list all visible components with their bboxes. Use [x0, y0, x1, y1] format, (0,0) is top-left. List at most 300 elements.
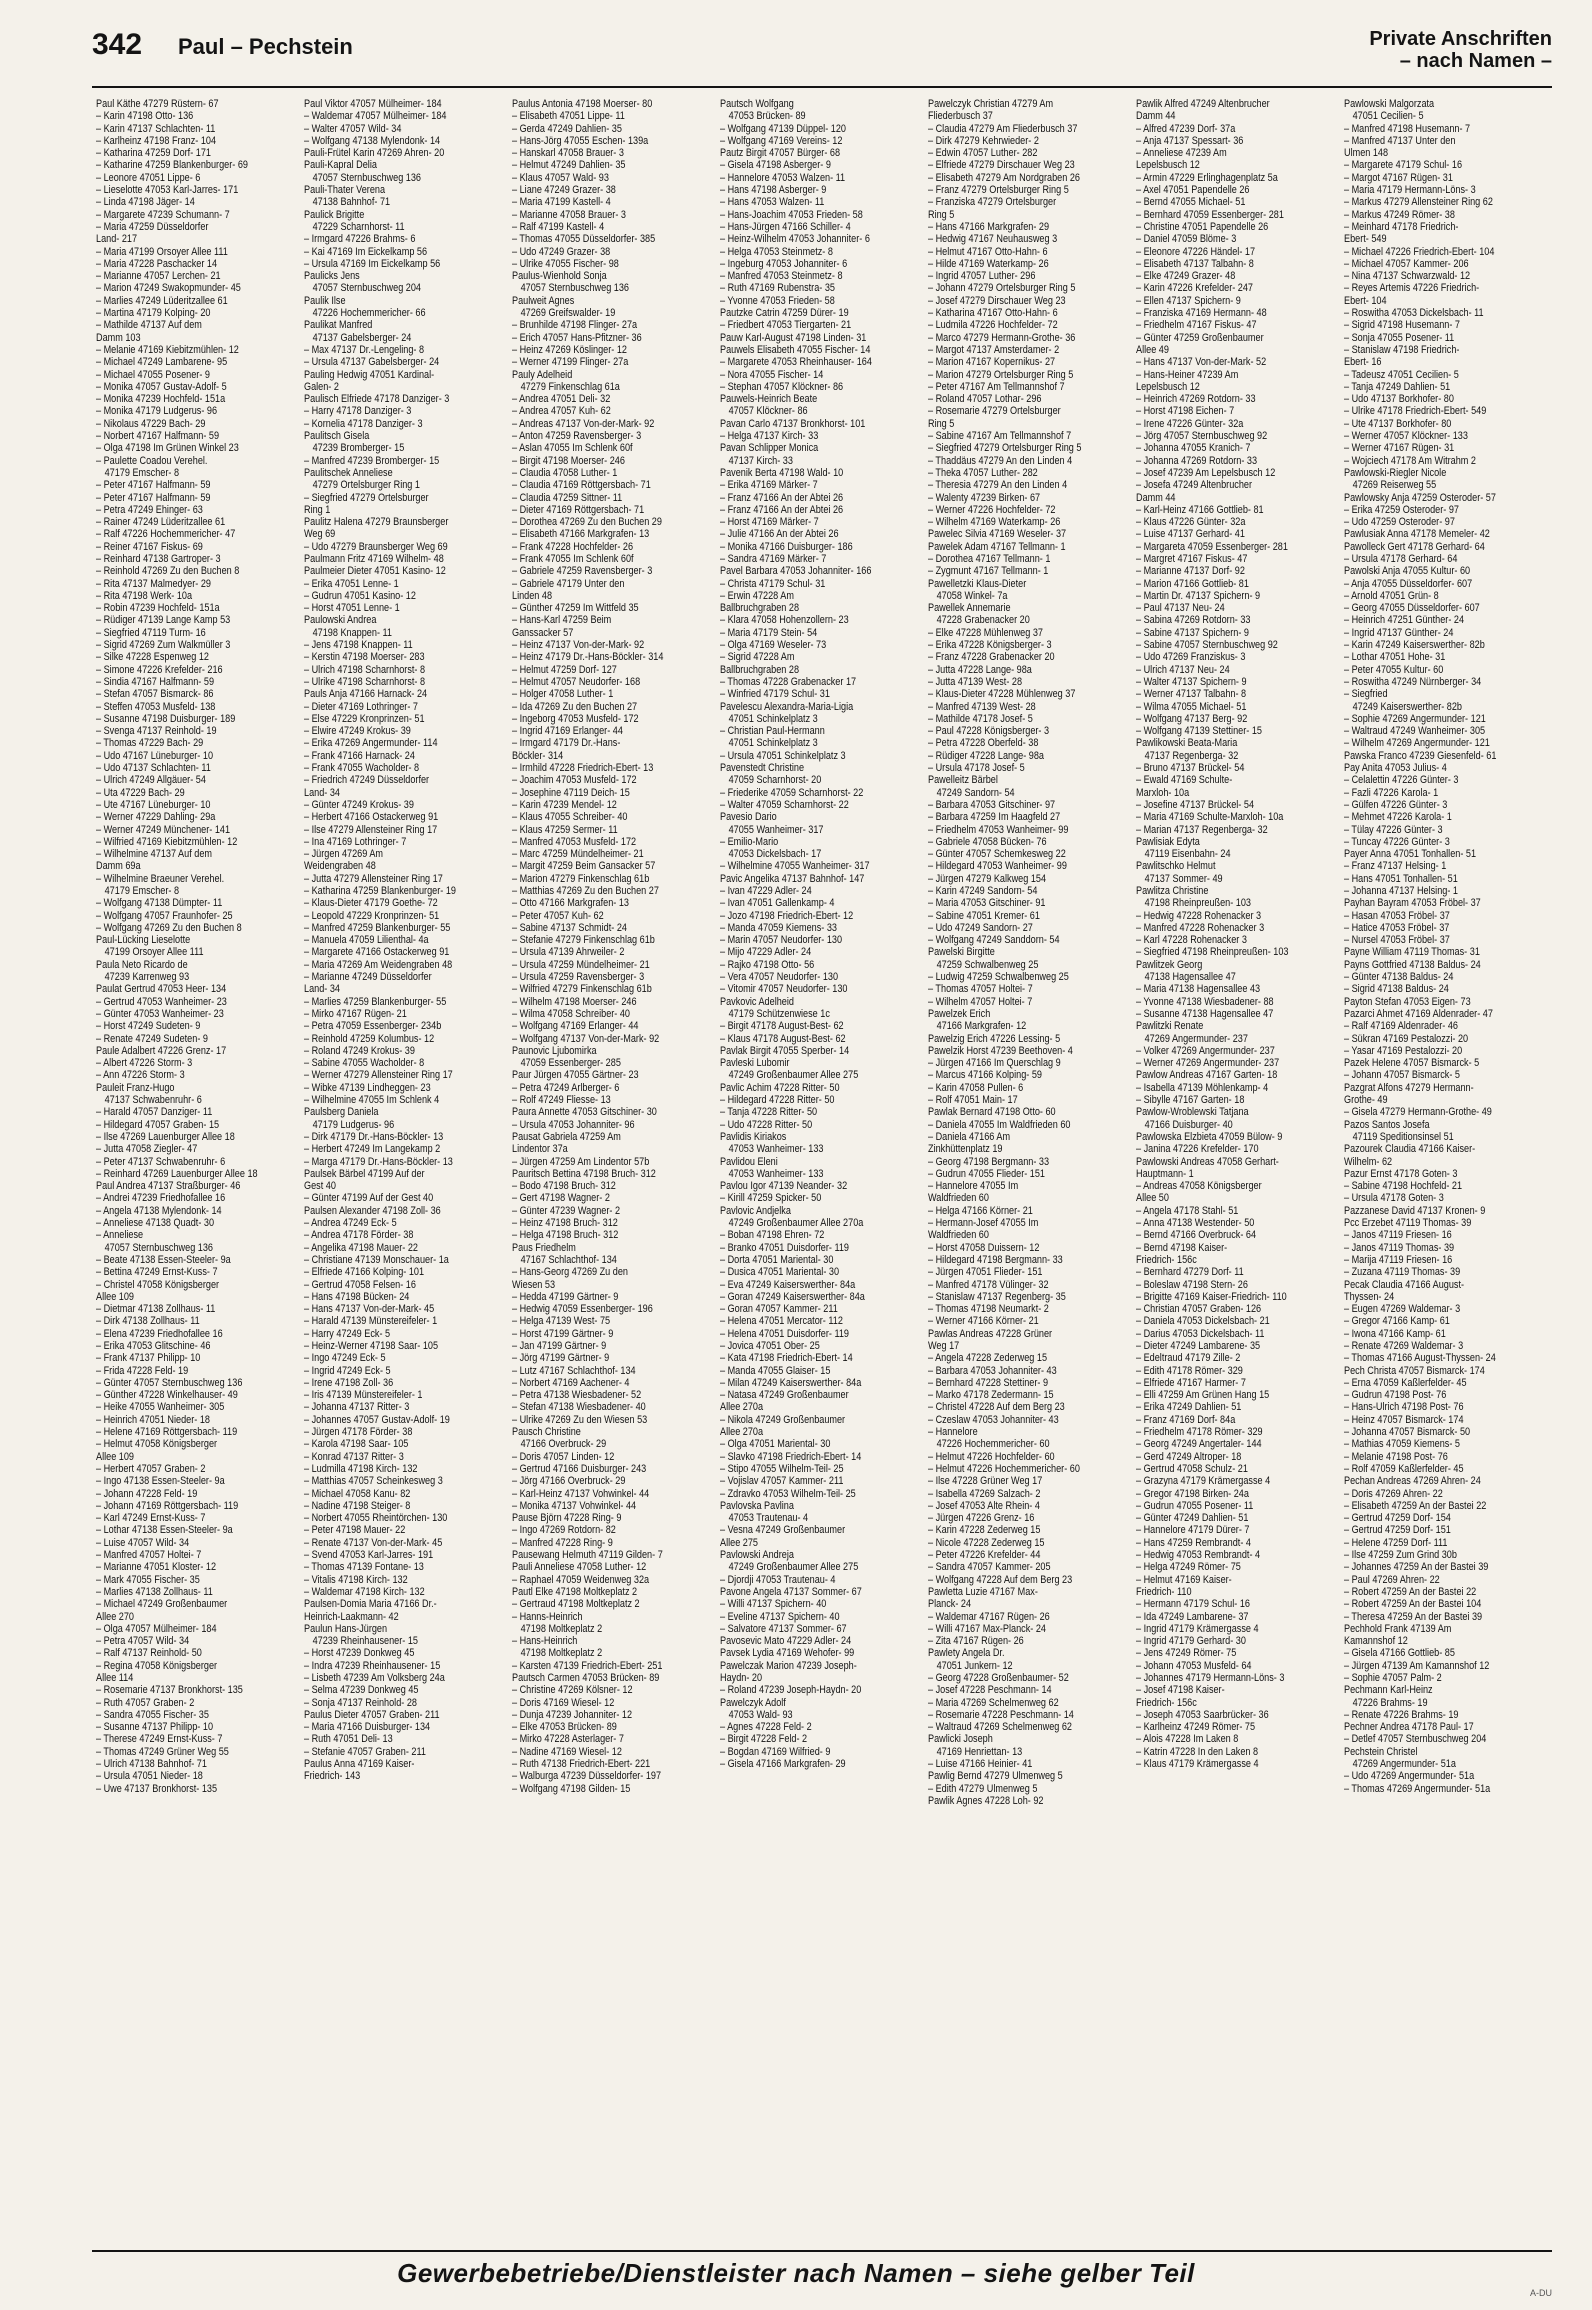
directory-entry: – Anja 47137 Spessart- 36: [1136, 134, 1244, 147]
directory-entry: – Christel 47058 Königsberger: [96, 1278, 220, 1291]
directory-entry: Paulowski Andrea: [304, 614, 377, 627]
directory-entry: – Horst 47199 Gärtner- 9: [512, 1327, 614, 1340]
directory-entry: – Ilse 47259 Zum Grind 30b: [1344, 1549, 1457, 1562]
directory-entry: – Armin 47229 Erlinghagenplatz 5a: [1136, 171, 1278, 184]
directory-entry: – Margit 47259 Beim Gansacker 57: [512, 860, 656, 873]
directory-entry: – Elke 47053 Brücken- 89: [512, 1721, 617, 1734]
directory-entry: Ring 1: [304, 503, 331, 516]
directory-entry: – Ingo 47249 Eck- 5: [304, 1352, 386, 1365]
directory-entry: Pavkovic Adelheid: [720, 995, 794, 1008]
directory-entry: – Harry 47249 Eck- 5: [304, 1327, 391, 1340]
directory-entry: – Linda 47198 Jäger- 14: [96, 196, 195, 209]
directory-entry: – Sabine 47167 Am Tellmannshof 7: [928, 430, 1072, 443]
directory-entry: – Margarete 47166 Ostackerweg 91: [304, 946, 450, 959]
directory-entry: – Marianne 47051 Kloster- 12: [96, 1561, 217, 1574]
directory-entry: – Arnold 47051 Grün- 8: [1344, 589, 1439, 602]
section-title-line2: – nach Namen –: [1399, 50, 1552, 72]
directory-entry: – Renate 47249 Sudeten- 9: [96, 1032, 208, 1045]
directory-entry: Pawlusiak Anna 47178 Memeler- 42: [1344, 528, 1490, 541]
directory-entry: – Markus 47249 Römer- 38: [1344, 208, 1455, 221]
directory-entry: – Tadeusz 47051 Cecilien- 5: [1344, 368, 1459, 381]
directory-entry: – Milan 47249 Kaiserswerther- 84a: [720, 1376, 862, 1389]
directory-entry: – Erika 47269 Angermunder- 114: [304, 737, 438, 750]
directory-entry: Wilhelm- 62: [1344, 1155, 1393, 1168]
directory-entry: – Wolfgang 47269 Zu den Buchen 8: [96, 921, 242, 934]
directory-entry: – Johann 47279 Ortelsburger Ring 5: [928, 282, 1076, 295]
directory-entry: – Bogdan 47169 Wilfried- 9: [720, 1745, 831, 1758]
directory-entry: – Lutz 47167 Schlachthof- 134: [512, 1364, 636, 1377]
directory-entry: – Hedwig 47167 Neuhausweg 3: [928, 233, 1058, 246]
directory-entry: – Nadine 47169 Wiesel- 12: [512, 1745, 622, 1758]
directory-entry: – Ursula 47137 Gabelsberger- 24: [304, 356, 440, 369]
directory-entry: – Birgit 47178 August-Best- 62: [720, 1020, 844, 1033]
directory-entry: 47057 Sternbuschweg 204: [312, 282, 422, 295]
directory-entry: – Johanna 47057 Bismarck- 50: [1344, 1426, 1471, 1439]
directory-entry: – Johannes 47259 An der Bastei 39: [1344, 1561, 1489, 1574]
directory-entry: – Rosemarie 47137 Bronkhorst- 135: [96, 1684, 243, 1697]
directory-entry: – Regina 47058 Königsberger: [96, 1659, 218, 1672]
directory-entry: Paulus-Wienhold Sonja: [512, 270, 607, 283]
directory-entry: – Bernhard 47279 Dorf- 11: [1136, 1266, 1244, 1279]
directory-entry: – Jutta 47139 West- 28: [928, 675, 1023, 688]
directory-entry: – Jürgen 47166 Im Querschlag 9: [928, 1057, 1061, 1070]
directory-entry: – Zdravko 47053 Wilhelm-Teil- 25: [720, 1487, 856, 1500]
running-title: Paul – Pechstein: [178, 34, 353, 59]
directory-entry: – Stipo 47055 Wilhelm-Teil- 25: [720, 1462, 844, 1475]
directory-entry: 47239 Bromberger- 15: [312, 442, 405, 455]
directory-entry: – Wilfried 47169 Kiebitzmühlen- 12: [96, 835, 238, 848]
directory-entry: – Helmut 47226 Hochemmericher- 60: [928, 1462, 1080, 1475]
directory-entry: – Wojciech 47178 Am Witrahm 2: [1344, 454, 1476, 467]
directory-entry: – Doris 47057 Linden- 12: [512, 1450, 615, 1463]
directory-entry: – Branko 47051 Duisdorfer- 119: [720, 1241, 849, 1254]
directory-entry: – Hatice 47053 Fröbel- 37: [1344, 921, 1450, 934]
directory-entry: – Andrea 47178 Förder- 38: [304, 1229, 414, 1242]
directory-entry: – Franz 47279 Ortelsburger Ring 5: [928, 184, 1069, 197]
directory-entry: – Gisela 47198 Asberger- 9: [720, 159, 831, 172]
directory-entry: Pauli-Kapral Delia: [304, 159, 377, 172]
directory-entry: – Angela 47178 Stahl- 51: [1136, 1204, 1239, 1217]
directory-entry: Paulick Brigitte: [304, 208, 365, 221]
directory-entry: – Gülfen 47226 Günter- 3: [1344, 798, 1448, 811]
directory-entry: – Jovica 47051 Ober- 25: [720, 1339, 820, 1352]
directory-entry: – Theresa 47259 An der Bastei 39: [1344, 1610, 1483, 1623]
directory-entry: Pawska Franco 47239 Giesenfeld- 61: [1344, 749, 1497, 762]
directory-entry: Paulat Gertrud 47053 Heer- 134: [96, 983, 227, 996]
directory-entry: – Ingeburg 47053 Johanniter- 6: [720, 257, 848, 270]
directory-entry: – Vitalis 47198 Kirch- 132: [304, 1573, 408, 1586]
directory-entry: – Margot 47137 Amsterdamer- 2: [928, 343, 1060, 356]
directory-entry: – Petra 47057 Wild- 34: [96, 1635, 190, 1648]
directory-entry: – Franz 47169 Dorf- 84a: [1136, 1413, 1236, 1426]
directory-entry: – Karin 47198 Otto- 136: [96, 110, 194, 123]
directory-entry: – Norbert 47169 Aachener- 4: [512, 1376, 630, 1389]
directory-entry: – Gudrun 47051 Kasino- 12: [304, 589, 416, 602]
directory-entry: – Marian 47137 Regenberga- 32: [1136, 823, 1268, 836]
directory-entry: – Elwire 47249 Krokus- 39: [304, 725, 411, 738]
directory-entry: Pavlou Igor 47139 Neander- 32: [720, 1180, 848, 1193]
directory-entry: Paulsen-Domia Maria 47166 Dr.-: [304, 1598, 437, 1611]
directory-entry: – Iwona 47166 Kamp- 61: [1344, 1327, 1446, 1340]
directory-entry: – Sophie 47057 Palm- 2: [1344, 1672, 1442, 1684]
directory-entry: – Claudia 47058 Luther- 1: [512, 466, 618, 479]
directory-entry: – Udo 47249 Sandorn- 27: [928, 921, 1033, 934]
directory-entry: – Marco 47279 Hermann-Grothe- 36: [928, 331, 1076, 344]
directory-entry: – Jutta 47228 Lange- 98a: [928, 663, 1032, 676]
directory-entry: – Nursel 47053 Fröbel- 37: [1344, 934, 1450, 947]
directory-entry: Pecak Claudia 47166 August-: [1344, 1278, 1465, 1291]
directory-entry: – Irmhild 47228 Friedrich-Ebert- 13: [512, 762, 654, 775]
directory-entry: – Paulette Coadou Verehel.: [96, 454, 208, 467]
directory-entry: – Bodo 47198 Bruch- 312: [512, 1180, 616, 1193]
directory-entry: – Marion 47166 Gottlieb- 81: [1136, 577, 1249, 590]
directory-entry: 47279 Ortelsburger Ring 1: [312, 479, 420, 492]
directory-entry: – Anna 47138 Westender- 50: [1136, 1217, 1255, 1230]
directory-entry: – Ilse 47279 Allensteiner Ring 17: [304, 823, 438, 836]
directory-entry: – Ute 47137 Borkhofer- 80: [1344, 417, 1452, 430]
directory-entry: – Djordji 47053 Trautenau- 4: [720, 1573, 836, 1586]
directory-entry: – Günter 47138 Baldus- 24: [1344, 971, 1454, 984]
directory-entry: – Reinhard 47138 Gartroper- 3: [96, 552, 221, 565]
directory-entry: – Brigitte 47169 Kaiser-Friedrich- 110: [1136, 1290, 1287, 1303]
directory-entry: – Birgit 47198 Moerser- 246: [512, 454, 625, 467]
directory-entry: 47239 Karrenweg 93: [104, 971, 190, 984]
directory-entry: – Frank 47055 Im Schlenk 60f: [512, 552, 634, 565]
directory-entry: – Erika 47169 Märker- 7: [720, 479, 818, 492]
directory-entry: – Maria 47199 Orsoyer Allee 111: [96, 245, 228, 258]
directory-entry: – Hans-Heinrich: [512, 1635, 578, 1648]
directory-entry: Pawelleitz Bärbel: [928, 774, 998, 787]
directory-entry: – Andrea 47249 Eck- 5: [304, 1217, 397, 1230]
directory-entry: – Hans 47053 Walzen- 11: [720, 196, 825, 209]
directory-entry: Pavic Angelika 47137 Bahnhof- 147: [720, 872, 865, 885]
directory-entry: Pawelski Birgitte: [928, 946, 995, 959]
directory-entry: – Reiner 47167 Fiskus- 69: [96, 540, 203, 553]
directory-entry: – Werner 47167 Rügen- 31: [1344, 442, 1455, 455]
directory-entry: – Helmut 47167 Otto-Hahn- 6: [928, 245, 1048, 258]
directory-entry: Pawelek Adam 47167 Tellmann- 1: [928, 540, 1066, 553]
directory-entry: – Roland 47057 Lothar- 296: [928, 393, 1042, 406]
directory-entry: – Walenty 47239 Birken- 67: [928, 491, 1041, 504]
directory-entry: 47198 Moltkeplatz 2: [520, 1647, 603, 1660]
directory-entry: 47166 Overbruck- 29: [520, 1438, 607, 1451]
directory-entry: – Marcus 47166 Kolping- 59: [928, 1069, 1042, 1082]
directory-entry: 47269 Angermunder- 237: [1144, 1032, 1248, 1045]
directory-entry: – Dietmar 47138 Zollhaus- 11: [96, 1303, 216, 1316]
directory-entry: – Claudia 47279 Am Fliederbusch 37: [928, 122, 1078, 135]
directory-entry: – Jörg 47199 Gärtner- 9: [512, 1352, 610, 1365]
directory-entry: – Hans-Jörg 47055 Eschen- 139a: [512, 134, 649, 147]
directory-entry: – Manfred 47053 Steinmetz- 8: [720, 270, 843, 283]
directory-entry: – Gudrun 47198 Post- 76: [1344, 1389, 1447, 1402]
directory-entry: – Marianne 47137 Dorf- 92: [1136, 565, 1245, 578]
directory-entry: 47249 Großenbaumer Allee 275: [728, 1069, 859, 1082]
directory-entry: – Helga 47053 Steinmetz- 8: [720, 245, 833, 258]
directory-entry: – Hanns-Heinrich: [512, 1610, 583, 1623]
directory-entry: – Ann 47226 Storm- 3: [96, 1069, 185, 1082]
directory-entry: Allee 114: [96, 1672, 134, 1684]
directory-entry: – Helmut 47226 Hochfelder- 60: [928, 1450, 1055, 1463]
directory-entry: – Anneliese 47239 Am: [1136, 147, 1227, 160]
directory-entry: 47249 Großenbaumer Allee 270a: [728, 1217, 864, 1230]
directory-entry: – Siegfried 47279 Ortelsburger: [304, 491, 429, 504]
directory-entry: – Werner 47269 Angermunder- 237: [1136, 1057, 1280, 1070]
directory-entry: – Birgit 47228 Feld- 2: [720, 1733, 808, 1746]
directory-entry: – Thomas 47166 August-Thyssen- 24: [1344, 1352, 1496, 1365]
directory-entry: – Gabriele 47259 Ravensberger- 3: [512, 565, 653, 578]
directory-entry: Wiesen 53: [512, 1278, 556, 1291]
directory-entry: – Monika 47166 Duisburger- 186: [720, 540, 853, 553]
directory-entry: – Werner 47249 Münchener- 141: [96, 823, 231, 836]
directory-entry: – Silke 47228 Espenweg 12: [96, 651, 209, 664]
directory-entry: 47051 Junkern- 12: [936, 1659, 1013, 1672]
directory-entry: Pavlidis Kiriakos: [720, 1130, 787, 1143]
directory-entry: 47053 Dickelsbach- 17: [728, 848, 822, 861]
directory-entry: – Wilma 47055 Michael- 51: [1136, 700, 1247, 713]
directory-entry: Paula Neto Ricardo de: [96, 958, 188, 971]
directory-entry: – Ida 47269 Zu den Buchen 27: [512, 700, 638, 713]
directory-entry: 47259 Schwalbenweg 25: [936, 958, 1039, 971]
directory-entry: – Helga 47166 Körner- 21: [928, 1204, 1033, 1217]
directory-entry: Ganssacker 57: [512, 626, 574, 639]
directory-entry: – Hans 47198 Asberger- 9: [720, 184, 827, 197]
directory-entry: Paulsek Bärbel 47199 Auf der: [304, 1167, 425, 1180]
directory-entry: Allee 109: [96, 1450, 135, 1463]
directory-entry: Friedrich- 143: [304, 1770, 361, 1783]
directory-entry: – Thomas 47055 Düsseldorfer- 385: [512, 233, 656, 246]
directory-entry: – Norbert 47167 Halfmann- 59: [96, 430, 220, 443]
directory-entry: – Leopold 47229 Kronprinzen- 51: [304, 909, 440, 922]
directory-entry: Paule Adalbert 47226 Grenz- 17: [96, 1044, 227, 1057]
directory-entry: Linden 48: [512, 589, 553, 602]
directory-entry: – Ulrike 47198 Scharnhorst- 8: [304, 675, 426, 688]
directory-entry: Pawlikowski Beata-Maria: [1136, 737, 1238, 750]
directory-entry: 47057 Sternbuschweg 136: [520, 282, 630, 295]
directory-entry: – Dieter 47169 Röttgersbach- 71: [512, 503, 645, 516]
directory-entry: Pawlitza Christine: [1136, 885, 1209, 897]
directory-entry: – Manda 47055 Glaiser- 15: [720, 1364, 831, 1377]
directory-entry: – Hedda 47199 Gärtner- 9: [512, 1290, 619, 1303]
directory-entry: – Katrin 47228 In den Laken 8: [1136, 1745, 1259, 1758]
directory-entry: Paulisch Elfriede 47178 Danziger- 3: [304, 393, 450, 406]
directory-entry: – Jürgen 47226 Grenz- 16: [928, 1512, 1035, 1525]
directory-entry: – Gertrud 47166 Duisburger- 243: [512, 1462, 647, 1475]
directory-entry: – Beate 47138 Essen-Steeler- 9a: [96, 1253, 231, 1266]
directory-entry: – Udo 47228 Ritter- 50: [720, 1118, 813, 1131]
directory-entry: – Margareta 47059 Essenberger- 281: [1136, 540, 1288, 553]
directory-entry: Pechner Andrea 47178 Paul- 17: [1344, 1721, 1474, 1734]
directory-entry: Pauwels Elisabeth 47055 Fischer- 14: [720, 343, 871, 356]
directory-entry: – Walter 47059 Scharnhorst- 22: [720, 798, 849, 811]
directory-entry: – Klaus-Dieter 47179 Goethe- 72: [304, 897, 438, 910]
page-header: [92, 28, 1552, 78]
directory-entry: – Manfred 47137 Unter den: [1344, 134, 1456, 147]
directory-entry: Payhan Bayram 47053 Fröbel- 37: [1344, 897, 1481, 910]
directory-entry: – Stanislaw 47198 Friedrich-: [1344, 343, 1460, 356]
directory-entry: – Dunja 47239 Johanniter- 12: [512, 1708, 633, 1721]
directory-column-5: [928, 98, 1130, 2238]
directory-entry: – Eveline 47137 Spichern- 40: [720, 1610, 840, 1623]
directory-entry: – Hans 47166 Markgrafen- 29: [928, 220, 1050, 233]
directory-entry: Pavenstedt Christine: [720, 762, 805, 775]
directory-entry: – Roswitha 47053 Dickelsbach- 11: [1344, 307, 1484, 320]
directory-entry: – Josephine 47119 Deich- 15: [512, 786, 630, 799]
directory-entry: Pawlik Agnes 47228 Loh- 92: [928, 1794, 1044, 1807]
directory-entry: – Dorothea 47269 Zu den Buchen 29: [512, 516, 662, 529]
directory-entry: – Rüdiger 47139 Lange Kamp 53: [96, 614, 231, 627]
directory-entry: – Ralf 47226 Hochemmericher- 47: [96, 528, 236, 541]
directory-entry: – Rolf 47059 Kaßlerfelder- 45: [1344, 1462, 1464, 1475]
directory-entry: – Sophie 47269 Angermunder- 121: [1344, 712, 1486, 725]
directory-entry: Pavenik Berta 47198 Wald- 10: [720, 466, 844, 479]
directory-entry: – Franz 47166 An der Abtei 26: [720, 503, 844, 516]
directory-entry: – Rosemarie 47228 Peschmann- 14: [928, 1708, 1074, 1721]
directory-entry: 47166 Duisburger- 40: [1144, 1118, 1233, 1131]
directory-entry: – Nikolaus 47229 Bach- 29: [96, 417, 206, 430]
directory-entry: – Jutta 47058 Ziegler- 47: [96, 1143, 198, 1156]
directory-entry: – Wolfgang 47137 Von-der-Mark- 92: [512, 1032, 660, 1045]
directory-entry: – Christel 47228 Auf dem Berg 23: [928, 1401, 1065, 1414]
directory-column-4: [720, 98, 922, 2238]
directory-entry: Land- 34: [304, 983, 340, 996]
directory-entry: – Edith 47178 Römer- 329: [1136, 1364, 1243, 1377]
directory-entry: 47053 Wald- 93: [728, 1708, 793, 1721]
directory-entry: – Manfred 47228 Ring- 9: [512, 1536, 613, 1549]
directory-entry: – Jörg 47166 Overbruck- 29: [512, 1475, 626, 1488]
directory-entry: – Elfriede 47167 Harmer- 7: [1136, 1376, 1246, 1389]
directory-entry: – Helene 47259 Dorf- 111: [1344, 1536, 1448, 1549]
directory-entry: – Stefanie 47057 Graben- 211: [304, 1745, 426, 1758]
directory-entry: – Uwe 47137 Bronkhorst- 135: [96, 1782, 218, 1795]
directory-entry: – Ralf 47199 Kastell- 4: [512, 220, 605, 233]
directory-entry: – Heinz-Wilhelm 47053 Johanniter- 6: [720, 233, 870, 246]
directory-entry: – Elke 47228 Mühlenweg 37: [928, 626, 1043, 639]
directory-entry: – Werner 47226 Hochfelder- 72: [928, 503, 1056, 516]
directory-entry: Pawelzik Horst 47239 Beethoven- 4: [928, 1044, 1073, 1057]
directory-entry: Galen- 2: [304, 380, 339, 393]
directory-entry: Pauwels-Heinrich Beate: [720, 393, 818, 406]
directory-entry: – Siegfried 47198 Rheinpreußen- 103: [1136, 946, 1289, 959]
directory-entry: – Rainer 47249 Lüderitzallee 61: [96, 516, 226, 529]
directory-entry: – Maria 47166 Duisburger- 134: [304, 1721, 431, 1734]
directory-entry: Ebert- 104: [1344, 294, 1387, 307]
directory-entry: – Hildegard 47053 Wanheimer- 99: [928, 860, 1067, 873]
directory-entry: Waldfrieden 60: [928, 1229, 989, 1242]
directory-entry: – Karlheinz 47198 Franz- 104: [96, 134, 217, 147]
directory-entry: – Brunhilde 47198 Flinger- 27a: [512, 319, 638, 332]
directory-entry: – Janos 47119 Friesen- 16: [1344, 1229, 1452, 1242]
directory-entry: – Aslan 47055 Im Schlenk 60f: [512, 442, 633, 455]
directory-entry: – Klaus-Dieter 47228 Mühlenweg 37: [928, 688, 1076, 701]
directory-entry: – Michael 47055 Posener- 9: [96, 368, 210, 381]
directory-entry: – Günter 47057 Sternbuschweg 136: [96, 1376, 243, 1389]
directory-entry: – Jens 47198 Knappen- 11: [304, 639, 413, 652]
directory-entry: – Sandra 47055 Fischer- 35: [96, 1708, 209, 1721]
directory-entry: – Hermann 47179 Schul- 16: [1136, 1598, 1250, 1611]
directory-entry: – Renate 47137 Von-der-Mark- 45: [304, 1536, 443, 1549]
directory-entry: – Karl-Heinz 47166 Gottlieb- 81: [1136, 503, 1264, 516]
directory-entry: – Iris 47139 Münstereifeler- 1: [304, 1389, 423, 1402]
directory-entry: Pawlicki Joseph: [928, 1733, 993, 1746]
directory-entry: – Dirk 47279 Kehrwieder- 2: [928, 134, 1039, 147]
directory-entry: – Gregor 47198 Birken- 24a: [1136, 1487, 1249, 1500]
directory-entry: Pavleski Lubomir: [720, 1057, 790, 1070]
directory-entry: – Helga 47139 West- 75: [512, 1315, 611, 1328]
directory-entry: 47119 Speditionsinsel 51: [1352, 1130, 1454, 1143]
directory-entry: – Maria 47228 Paschacker 14: [96, 257, 218, 270]
directory-entry: – Manfred 47228 Rohenacker 3: [1136, 921, 1265, 934]
directory-entry: – Maria 47179 Hermann-Löns- 3: [1344, 184, 1476, 197]
directory-entry: – Rosemarie 47279 Ortelsburger: [928, 405, 1061, 418]
directory-entry: – Friedrich 47249 Düsseldorfer: [304, 774, 430, 787]
directory-entry: – Herbert 47166 Ostackerweg 91: [304, 811, 439, 824]
directory-entry: – Hannelore 47055 Im: [928, 1180, 1019, 1193]
directory-entry: – Paul 47269 Ahren- 22: [1344, 1573, 1440, 1586]
directory-entry: Pautsch Wolfgang: [720, 98, 794, 110]
directory-entry: – Günter 47249 Krokus- 39: [304, 798, 414, 811]
directory-entry: – Gisela 47166 Gottlieb- 85: [1344, 1647, 1455, 1660]
directory-entry: – Stefan 47138 Wiesbadener- 40: [512, 1401, 646, 1414]
directory-entry: Pazek Helene 47057 Bismarck- 5: [1344, 1057, 1480, 1070]
directory-entry: – Wolfgang 47138 Mylendonk- 14: [304, 134, 441, 147]
directory-entry: – Ursula 47051 Schinkelplatz 3: [720, 749, 846, 762]
directory-entry: – Ivan 47229 Adler- 24: [720, 885, 812, 897]
directory-entry: – Mirko 47228 Asterlager- 7: [512, 1733, 624, 1746]
directory-entry: – Irmgard 47179 Dr.-Hans-: [512, 737, 621, 750]
directory-entry: – Luise 47057 Wild- 34: [96, 1536, 190, 1549]
directory-entry: – Sabine 47137 Schmidt- 24: [512, 921, 627, 934]
directory-entry: – Helmut 47169 Kaiser-: [1136, 1573, 1232, 1586]
directory-entry: – Ursula 47053 Johanniter- 96: [512, 1118, 635, 1131]
directory-column-2: [304, 98, 506, 2238]
directory-entry: Friedrich- 156c: [1136, 1696, 1197, 1709]
directory-entry: – Anneliese 47138 Quadt- 30: [96, 1217, 215, 1230]
directory-entry: – Sigrid 47198 Husemann- 7: [1344, 319, 1460, 332]
directory-entry: – Luise 47137 Gerhard- 41: [1136, 528, 1245, 541]
directory-entry: – Ruth 47138 Friedrich-Ebert- 221: [512, 1758, 651, 1771]
directory-entry: – Waldemar 47057 Mülheimer- 184: [304, 110, 447, 123]
directory-entry: – Heinz 47057 Bismarck- 174: [1344, 1413, 1464, 1426]
directory-entry: – Ursula 47178 Josef- 5: [928, 762, 1025, 775]
directory-entry: – Friederike 47059 Scharnhorst- 22: [720, 786, 864, 799]
directory-entry: – Isabella 47269 Salzach- 2: [928, 1487, 1041, 1500]
directory-entry: – Wilhelm 47169 Waterkamp- 26: [928, 516, 1061, 529]
directory-entry: 47226 Brahms- 19: [1352, 1696, 1428, 1709]
directory-entry: – Konrad 47137 Ritter- 3: [304, 1450, 404, 1463]
directory-entry: – Svenga 47137 Reinhold- 19: [96, 725, 217, 738]
directory-entry: – Manfred 47139 West- 28: [928, 700, 1036, 713]
directory-entry: Ring 5: [928, 417, 955, 430]
directory-entry: – Hannelore: [928, 1426, 978, 1439]
directory-entry: – Wolfgang 47169 Vereins- 12: [720, 134, 843, 147]
directory-entry: 47051 Cecilien- 5: [1352, 110, 1424, 123]
directory-entry: – Sigrid 47228 Am: [720, 651, 795, 664]
directory-entry: – Maria 47269 Am Weidengraben 48: [304, 958, 453, 971]
directory-entry: Weg 17: [928, 1339, 960, 1352]
directory-entry: – Wolfgang 47228 Auf dem Berg 23: [928, 1573, 1073, 1586]
directory-entry: – Theka 47057 Luther- 282: [928, 466, 1038, 479]
directory-entry: – Marlies 47249 Lüderitzallee 61: [96, 294, 228, 307]
directory-entry: – Thomas 47249 Grüner Weg 55: [96, 1745, 229, 1758]
directory-entry: Pawlas Andreas 47228 Grüner: [928, 1327, 1053, 1340]
directory-entry: – Helga 47249 Römer- 75: [1136, 1561, 1241, 1574]
directory-entry: Zinkhüttenplatz 19: [928, 1143, 1003, 1156]
directory-entry: – Gertrud 47058 Felsen- 16: [304, 1278, 416, 1291]
directory-entry: 47137 Sommer- 49: [1144, 872, 1223, 885]
directory-entry: – Günter 47053 Wanheimer- 23: [96, 1007, 224, 1020]
directory-entry: – Wibke 47139 Lindheggen- 23: [304, 1081, 431, 1094]
directory-entry: – Yasar 47169 Pestalozzi- 20: [1344, 1044, 1463, 1057]
